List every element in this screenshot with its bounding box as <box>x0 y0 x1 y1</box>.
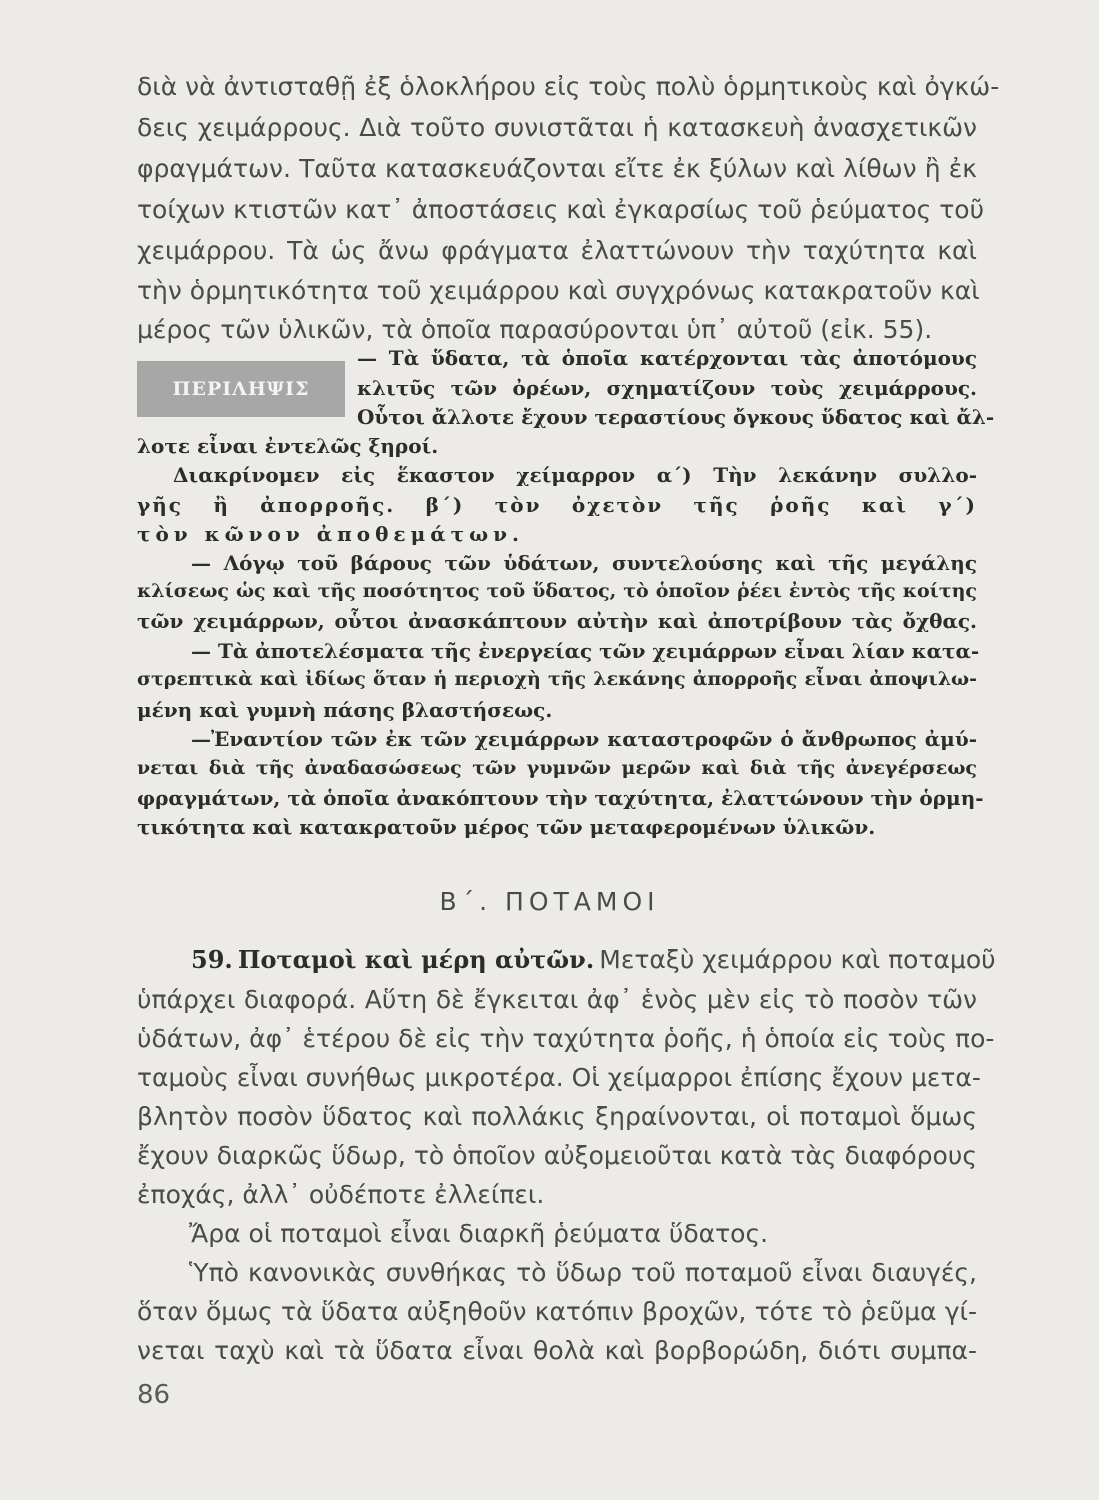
text-line: Ὑπὸ κανονικὰς συνθήκας τὸ ὕδωρ τοῦ ποταμοῦ εἶναι διαυγές, <box>189 1258 977 1287</box>
text-line: βλητὸν ποσὸν ὕδατος καὶ πολλάκις ξηραίνονται, οἱ ποταμοὶ ὅμως <box>137 1102 977 1131</box>
summary-line: Οὗτοι ἄλλοτε ἔχουν τεραστίους ὄγκους ὕδατος καὶ ἄλ- <box>357 405 995 429</box>
text-line: ὑδάτων, ἀφ᾽ ἑτέρου δὲ εἰς τὴν ταχύτητα ῥοῆς, ἡ ὁποία εἰς τοὺς πο- <box>137 1024 995 1053</box>
text-line: ὑπάρχει διαφορά. Αὕτη δὲ ἔγκειται ἀφ᾽ ἑνὸς μὲν εἰς τὸ ποσὸν τῶν <box>137 985 977 1014</box>
summary-line: — Λόγῳ τοῦ βάρους τῶν ὑδάτων, συντελούσης καὶ τῆς μεγάλης <box>191 551 977 575</box>
summary-line: — Τὰ ὕδατα, τὰ ὁποῖα κατέρχονται τὰς ἀποτόμους <box>357 346 977 370</box>
text-line: ταμοὺς εἶναι συνήθως μικροτέρα. Οἱ χείμαρροι ἐπίσης ἔχουν μετα- <box>137 1063 981 1092</box>
summary-line: νεται διὰ τῆς ἀναδασώσεως τῶν γυμνῶν μερῶν καὶ διὰ τῆς ἀνεγέρσεως <box>137 757 977 779</box>
text-line: φραγμάτων. Ταῦτα κατασκευάζονται εἴτε ἐκ ξύλων καὶ λίθων ἢ ἐκ <box>137 154 977 183</box>
section-title: Ποταμοὶ καὶ μέρη αὐτῶν. <box>237 945 595 974</box>
text-line: νεται ταχὺ καὶ τὰ ὕδατα εἶναι θολὰ καὶ βορβορώδη, διότι συμπα- <box>137 1336 977 1365</box>
text-line: δεις χειμάρρους. Διὰ τοῦτο συνιστᾶται ἡ κατασκευὴ ἀνασχετικῶν <box>137 113 977 142</box>
section-number: 59. <box>191 945 233 974</box>
summary-line: λοτε εἶναι ἐντελῶς ξηροί. <box>137 434 439 458</box>
text-line: διὰ νὰ ἀντισταθῇ ἐξ ὁλοκλήρου εἰς τοὺς πολὺ ὁρμητικοὺς καὶ ὀγκώ- <box>137 72 1000 101</box>
section-59-first-line <box>191 945 996 974</box>
text-line: τὴν ὁρμητικότητα τοῦ χειμάρρου καὶ συγχρόνως κατακρατοῦν καὶ <box>137 276 980 305</box>
section-text: Μεταξὺ χειμάρρου καὶ ποταμοῦ <box>599 945 996 974</box>
text-line: Ἄρα οἱ ποταμοὶ εἶναι διαρκῆ ῥεύματα ὕδατος. <box>189 1219 769 1248</box>
text-line: μέρος τῶν ὑλικῶν, τὰ ὁποῖα παρασύρονται ὑπ᾽ αὐτοῦ (εἰκ. 55). <box>137 315 933 344</box>
summary-line: τῶν χειμάρρων, οὗτοι ἀνασκάπτουν αὐτὴν καὶ ἀποτρίβουν τὰς ὄχθας. <box>137 609 977 633</box>
summary-line: κλίσεως ὡς καὶ τῆς ποσότητος τοῦ ὕδατος, τὸ ὁποῖον ῥέει ἐντὸς τῆς κοίτης <box>137 580 977 602</box>
summary-line: τικότητα καὶ κατακρατοῦν μέρος τῶν μεταφερομένων ὑλικῶν. <box>137 815 876 839</box>
section-heading: Β΄. ΠΟΤΑΜΟΙ <box>439 887 660 916</box>
text-line: ἔχουν διαρκῶς ὕδωρ, τὸ ὁποῖον αὐξομειοῦται κατὰ τὰς διαφόρους <box>137 1141 977 1170</box>
summary-line: γῆς ἢ ἀπορροῆς. β΄) τὸν ὀχετὸν τῆς ῥοῆς καὶ γ΄) <box>137 493 977 517</box>
text-line: τοίχων κτιστῶν κατ᾽ ἀποστάσεις καὶ ἐγκαρσίως τοῦ ῥεύματος τοῦ <box>137 195 985 224</box>
text-line: ἐποχάς, ἀλλ᾽ οὐδέποτε ἐλλείπει. <box>137 1180 545 1209</box>
summary-line: κλιτῦς τῶν ὀρέων, σχηματίζουν τοὺς χειμάρρους. <box>357 376 977 400</box>
text-line: ὅταν ὅμως τὰ ὕδατα αὐξηθοῦν κατόπιν βροχῶν, τότε τὸ ῥεῦμα γί- <box>137 1297 977 1326</box>
summary-line: — Τὰ ἀποτελέσματα τῆς ἐνεργείας τῶν χειμάρρων εἶναι λίαν κατα- <box>191 639 980 663</box>
summary-line: φραγμάτων, τὰ ὁποῖα ἀνακόπτουν τὴν ταχύτητα, ἐλαττώνουν τὴν ὁρμη- <box>137 786 984 810</box>
summary-line: τὸν κῶνον ἀποθεμάτων. <box>137 522 524 546</box>
text-line: χειμάρρου. Τὰ ὡς ἄνω φράγματα ἐλαττώνουν τὴν ταχύτητα καὶ <box>137 236 977 265</box>
summary-line: Διακρίνομεν εἰς ἕκαστον χείμαρρον α΄) Τὴν λεκάνην συλλο- <box>173 463 977 487</box>
page-number: 86 <box>137 1380 171 1410</box>
summary-line: —Ἐναντίον τῶν ἐκ τῶν χειμάρρων καταστροφῶν ὁ ἄνθρωπος ἀμύ- <box>191 727 977 751</box>
summary-box: ΠΕΡΙΛΗΨΙΣ <box>137 361 345 417</box>
summary-line: στρεπτικὰ καὶ ἰδίως ὅταν ἡ περιοχὴ τῆς λεκάνης ἀπορροῆς εἶναι ἀποψιλω- <box>137 668 977 690</box>
summary-line: μένη καὶ γυμνὴ πάσης βλαστήσεως. <box>137 698 553 722</box>
